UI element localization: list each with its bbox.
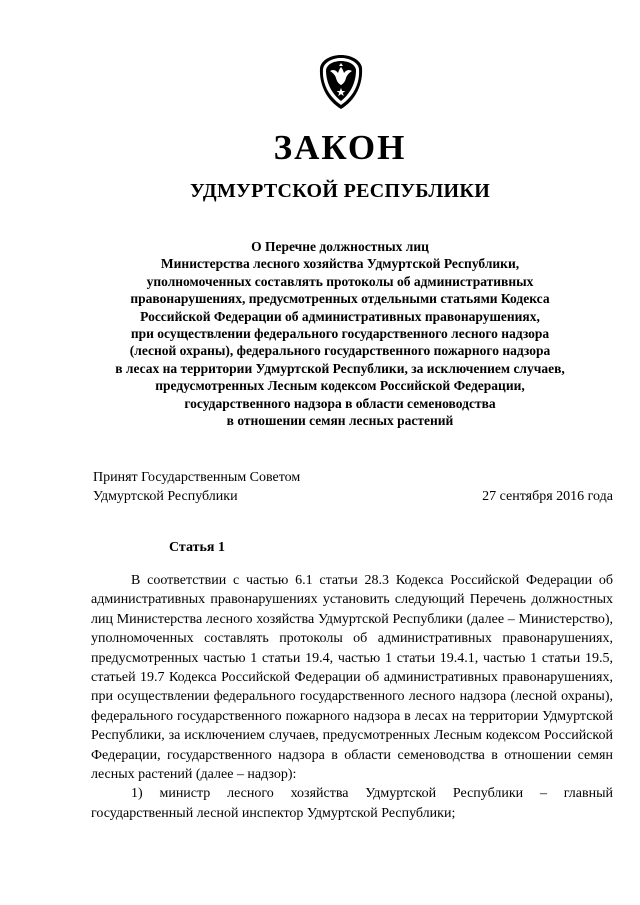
adoption-line-1: Принят Государственным Советом bbox=[93, 470, 301, 485]
document-heading bbox=[100, 238, 580, 429]
heading-line: (лесной охраны), федерального государственного пожарного надзора bbox=[129, 343, 551, 359]
heading-line: предусмотренных Лесным кодексом Российской Федерации, bbox=[155, 378, 525, 394]
article-title: Статья 1 bbox=[169, 540, 225, 555]
udmurt-coat-of-arms-icon bbox=[318, 54, 364, 110]
adoption-block bbox=[93, 468, 300, 506]
heading-line: уполномоченных составлять протоколы об административных bbox=[146, 273, 534, 289]
heading-line: в отношении семян лесных растений bbox=[226, 413, 454, 429]
adoption-date: 27 сентября 2016 года bbox=[482, 489, 613, 504]
heading-line: Министерства лесного хозяйства Удмуртской Республики, bbox=[160, 256, 520, 272]
law-title: ЗАКОН bbox=[273, 128, 407, 167]
heading-line: в лесах на территории Удмуртской Республики, за исключением случаев, bbox=[115, 360, 565, 376]
article-body bbox=[91, 571, 613, 823]
adoption-line-2: Удмуртской Республики bbox=[93, 489, 238, 504]
heading-line: при осуществлении федерального государственного лесного надзора bbox=[130, 326, 550, 342]
law-subtitle: УДМУРТСКОЙ РЕСПУБЛИКИ bbox=[189, 180, 491, 202]
article-paragraph: В соответствии с частью 6.1 статьи 28.3 Кодекса Российской Федерации об административных правонарушениях установить следующий Перечень должностных лиц Министерства лесного хозяйства Удмуртской Республики (далее – Министерство), уполномоченных составлять протоколы об административных правонарушениях, предусмотренных частью 1 статьи 19.4, частью 1 статьи 19.4.1, частью 1 статьи 19.5, статьей 19.7 Кодекса Российской Федерации об административных правонарушениях, при осуществлении федерального государственного лесного надзора (лесной охраны), федерального государственного пожарного надзора в лесах на территории Удмуртской Республики, за исключением случаев, предусмотренных Лесным кодексом Российской Федерации, государственного надзора в области семеноводства в отношении семян лесных растений (далее – надзор): bbox=[91, 573, 613, 783]
article-paragraph: 1) министр лесного хозяйства Удмуртской Республики – главный государственный лесной инспектор Удмуртской Республики; bbox=[91, 786, 613, 821]
heading-line: государственного надзора в области семеноводства bbox=[184, 395, 496, 411]
heading-line: правонарушениях, предусмотренных отдельными статьями Кодекса bbox=[130, 291, 550, 307]
heading-line: О Перечне должностных лиц bbox=[251, 239, 429, 254]
heading-line: Российской Федерации об административных правонарушениях, bbox=[140, 308, 540, 324]
